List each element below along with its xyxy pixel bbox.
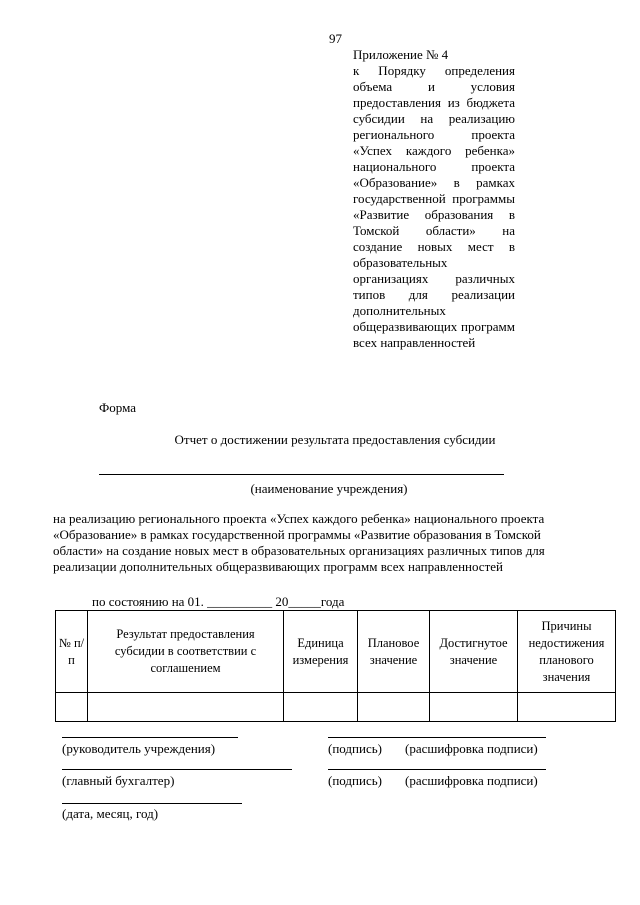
accountant-caption: (главный бухгалтер) xyxy=(62,773,175,788)
table-cell[interactable] xyxy=(88,693,284,722)
accountant-sign-decode-line xyxy=(328,769,546,770)
head-sign-decode-line xyxy=(328,737,546,738)
head-signature-caption: (подпись) xyxy=(328,741,382,756)
header-reasons: Причины недостижения планового значения xyxy=(518,611,616,693)
report-title: Отчет о достижении результата предоставления субсидии xyxy=(174,432,496,447)
as-of-date: по состоянию на 01. __________ 20_____года xyxy=(92,594,345,609)
header-planned: Плановое значение xyxy=(358,611,430,693)
appendix-header xyxy=(353,47,515,351)
form-label: Форма xyxy=(99,400,136,415)
results-table xyxy=(55,610,616,722)
header-unit: Единица измерения xyxy=(284,611,358,693)
page-number: 97 xyxy=(329,31,342,46)
table-cell[interactable] xyxy=(518,693,616,722)
table-cell[interactable] xyxy=(56,693,88,722)
head-signature-line xyxy=(62,737,238,738)
table-cell[interactable] xyxy=(358,693,430,722)
org-name-caption: (наименование учреждения) xyxy=(250,481,408,496)
appendix-body: к Порядку определения объема и условия предоставления из бюджета субсидии на реализацию регионального проекта «Успех каждого ребенка» национального проекта «Образование» в рамках государственной программы «Развитие образования в Томской области» на создание новых мест в образовательных организациях различных типов для реализации дополнительных общеразвивающих программ всех направленностей xyxy=(353,63,515,350)
header-result: Результат предоставления субсидии в соответствии с соглашением xyxy=(88,611,284,693)
accountant-signature-caption: (подпись) xyxy=(328,773,382,788)
table-row xyxy=(56,693,616,722)
org-name-line xyxy=(99,474,504,475)
date-line xyxy=(62,803,242,804)
accountant-signature-line xyxy=(62,769,292,770)
table-header-row xyxy=(56,611,616,693)
purpose-text: на реализацию регионального проекта «Успех каждого ребенка» национального проекта «Образование» в рамках государственной программы «Развитие образования в Томской области» на создание новых мест в образовательных организациях различных типов для реализации дополнительных общеразвивающих программ всех направленностей xyxy=(53,511,545,574)
table-cell[interactable] xyxy=(430,693,518,722)
date-caption: (дата, месяц, год) xyxy=(62,806,159,821)
header-achieved: Достигнутое значение xyxy=(430,611,518,693)
head-caption: (руководитель учреждения) xyxy=(62,741,216,756)
header-number: № п/п xyxy=(56,611,88,693)
appendix-title: Приложение № 4 xyxy=(353,47,449,62)
table-cell[interactable] xyxy=(284,693,358,722)
head-decode-caption: (расшифровка подписи) xyxy=(405,741,538,756)
accountant-decode-caption: (расшифровка подписи) xyxy=(405,773,538,788)
